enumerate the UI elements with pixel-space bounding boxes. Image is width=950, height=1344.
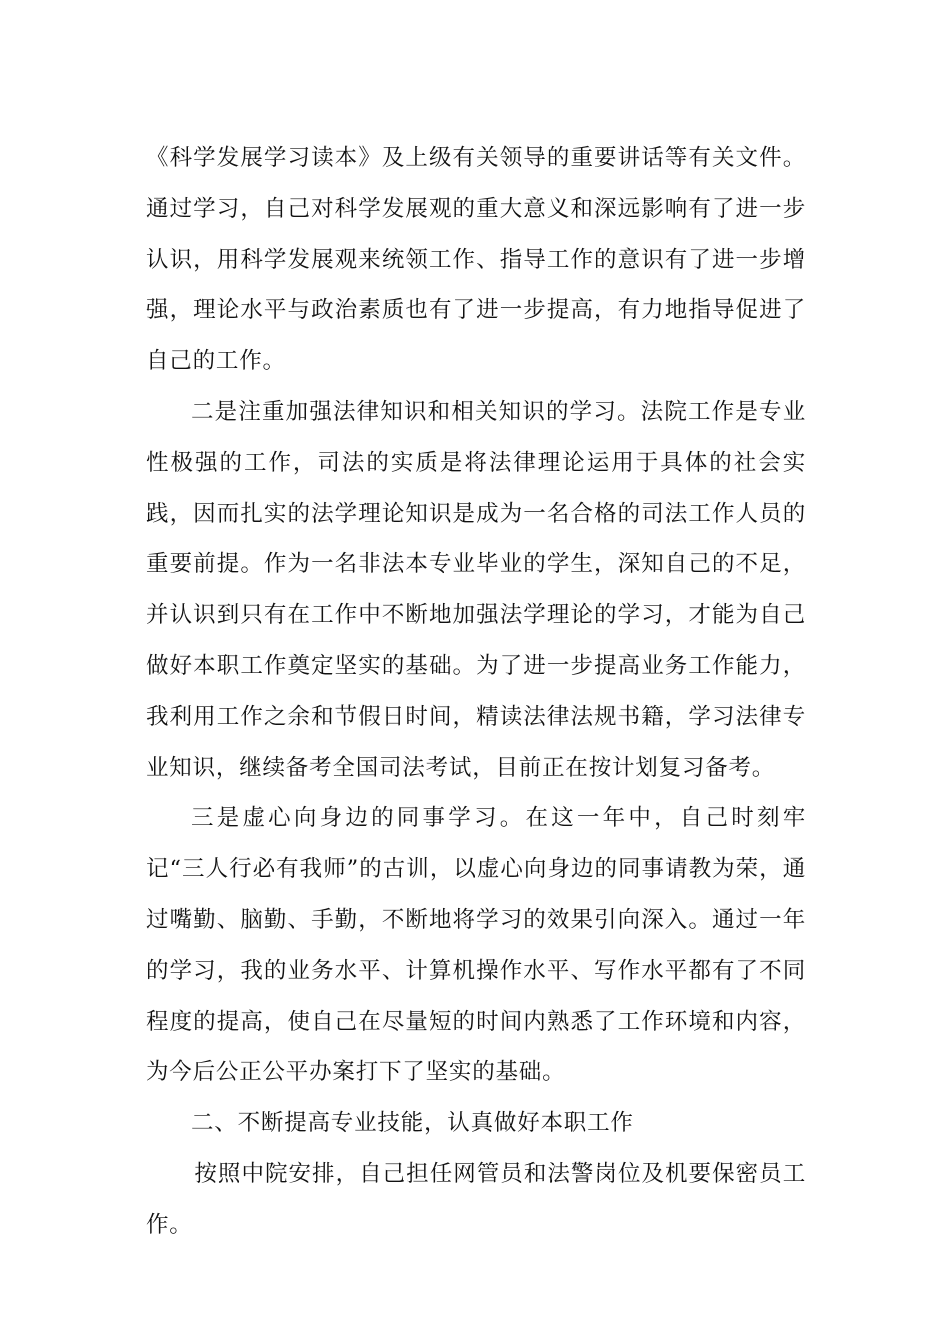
paragraph-legal-knowledge: 二是注重加强法律知识和相关知识的学习。法院工作是专业性极强的工作，司法的实质是将法律理论运用于具体的社会实践，因而扎实的法学理论知识是成为一名合格的司法工作人员的重要前提。作为一名非法本专业毕业的学生，深知自己的不足，并认识到只有在工作中不断地加强法学理论的学习，才能为自己做好本职工作奠定坚实的基础。为了进一步提高业务工作能力，我利用工作之余和节假日时间，精读法律法规书籍，学习法律专业知识，继续备考全国司法考试，目前正在按计划复习备考。 [146, 398, 806, 781]
paragraph-continued-study: 《科学发展学习读本》及上级有关领导的重要讲话等有关文件。通过学习，自己对科学发展观的重大意义和深远影响有了进一步认识，用科学发展观来统领工作、指导工作的意识有了进一步增强，理论水平与政治素质也有了进一步提高，有力地指导促进了自己的工作。 [146, 145, 806, 375]
document-body [146, 133, 806, 1251]
section-heading-professional-skills: 二、不断提高专业技能，认真做好本职工作 [191, 1110, 634, 1137]
paragraph-learn-from-colleagues: 三是虚心向身边的同事学习。在这一年中，自己时刻牢记“三人行必有我师”的古训，以虚心向身边的同事请教为荣，通过嘴勤、脑勤、手勤，不断地将学习的效果引向深入。通过一年的学习，我的业务水平、计算机操作水平、写作水平都有了不同程度的提高，使自己在尽量短的时间内熟悉了工作环境和内容，为今后公正公平办案打下了坚实的基础。 [146, 805, 806, 1086]
paragraph-job-assignment: 按照中院安排，自己担任网管员和法警岗位及机要保密员工作。 [146, 1160, 806, 1238]
